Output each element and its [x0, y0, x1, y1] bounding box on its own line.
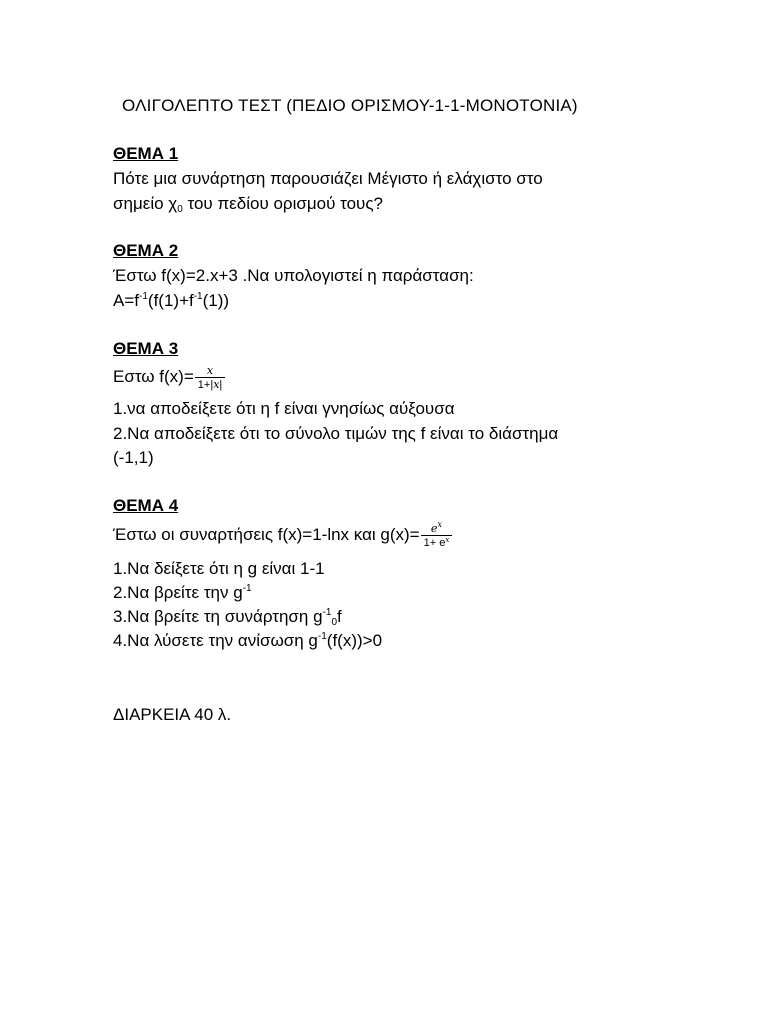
theme3-q2: 2.Να αποδείξετε ότι το σύνολο τιμών της f είναι το διάστημα: [113, 424, 559, 443]
theme2-line2-c: (1)): [202, 291, 230, 310]
theme4-q2-sup: -1: [242, 583, 252, 594]
theme4-q3-sub: 0: [331, 617, 338, 628]
theme4-frac-num-base: e: [430, 521, 438, 535]
theme2-line2-a: A=f: [113, 291, 139, 310]
theme1-line2-sub: 0: [177, 204, 183, 215]
theme4-frac-num: [421, 519, 453, 535]
theme1-line2-pre: σημείο χ: [113, 194, 178, 213]
theme2-line2: [113, 289, 229, 313]
theme4-heading: ΘΕΜΑ 4: [113, 496, 179, 515]
duration-note: ΔΙΑΡΚΕΙΑ 40 λ.: [113, 705, 232, 724]
theme3-heading: ΘΕΜΑ 3: [113, 339, 179, 358]
theme2-line2-sup1: -1: [139, 291, 148, 302]
theme3-q2-cont: (-1,1): [113, 448, 154, 467]
theme3-frac-den-post: |: [219, 378, 223, 391]
theme3-def-pre: Εστω f(x)=: [113, 367, 194, 386]
theme2-heading: ΘΕΜΑ 2: [113, 241, 179, 260]
theme4-frac-num-exp: x: [437, 519, 442, 529]
theme3-frac-den-pre: 1+|: [197, 378, 214, 391]
theme4-frac-den-pre: 1+ e: [423, 536, 446, 549]
theme4-q4-post: (f(x))>0: [326, 631, 383, 650]
theme4-q4-sup: -1: [317, 631, 327, 642]
theme4-q2-pre: 2.Να βρείτε την g: [113, 583, 243, 602]
theme4-def-pre: Έστω οι συναρτήσεις f(x)=1-lnx και g(x)=: [113, 525, 420, 544]
theme3-q1: 1.να αποδείξετε ότι η f είναι γνησίως αύξουσα: [113, 399, 455, 418]
theme2-line1: Έστω f(x)=2.x+3 .Να υπολογιστεί η παράσταση:: [113, 266, 474, 285]
theme1-line2: [113, 192, 383, 216]
theme4-frac-den-exp: x: [445, 535, 450, 544]
theme4-q1: 1.Να δείξετε ότι η g είναι 1-1: [113, 559, 325, 578]
theme3-frac-den: [195, 377, 225, 391]
theme3-fraction: [195, 365, 225, 391]
theme4-q4-pre: 4.Να λύσετε την ανίσωση g: [113, 631, 318, 650]
theme4-q2: [113, 581, 252, 605]
theme4-definition: [113, 518, 452, 552]
theme4-fraction: [421, 519, 453, 549]
theme4-q3-sup: -1: [322, 607, 332, 618]
page-title: ΟΛΙΓΟΛΕΠΤΟ ΤΕΣΤ (ΠΕΔΙΟ ΟΡΙΣΜΟΥ-1-1-ΜΟΝΟΤΟΝΙΑ): [122, 96, 578, 115]
theme1-line1: Πότε μια συνάρτηση παρουσιάζει Μέγιστο ή ελάχιστο στο: [113, 169, 543, 188]
theme2-line2-sup2: -1: [193, 291, 203, 302]
theme1-line2-post: του πεδίου ορισμού τους?: [182, 194, 383, 213]
theme2-line2-b: (f(1)+f: [147, 291, 194, 310]
theme3-frac-den-var: x: [213, 377, 220, 391]
theme4-q3: [113, 605, 342, 629]
theme4-q3-post: f: [337, 607, 342, 626]
theme3-frac-num: x: [206, 363, 214, 377]
theme4-q4: [113, 629, 382, 653]
theme3-definition: [113, 362, 225, 392]
theme4-q3-pre: 3.Να βρείτε τη συνάρτηση g: [113, 607, 323, 626]
theme4-frac-den: [421, 535, 453, 549]
theme1-heading: ΘΕΜΑ 1: [113, 144, 179, 163]
